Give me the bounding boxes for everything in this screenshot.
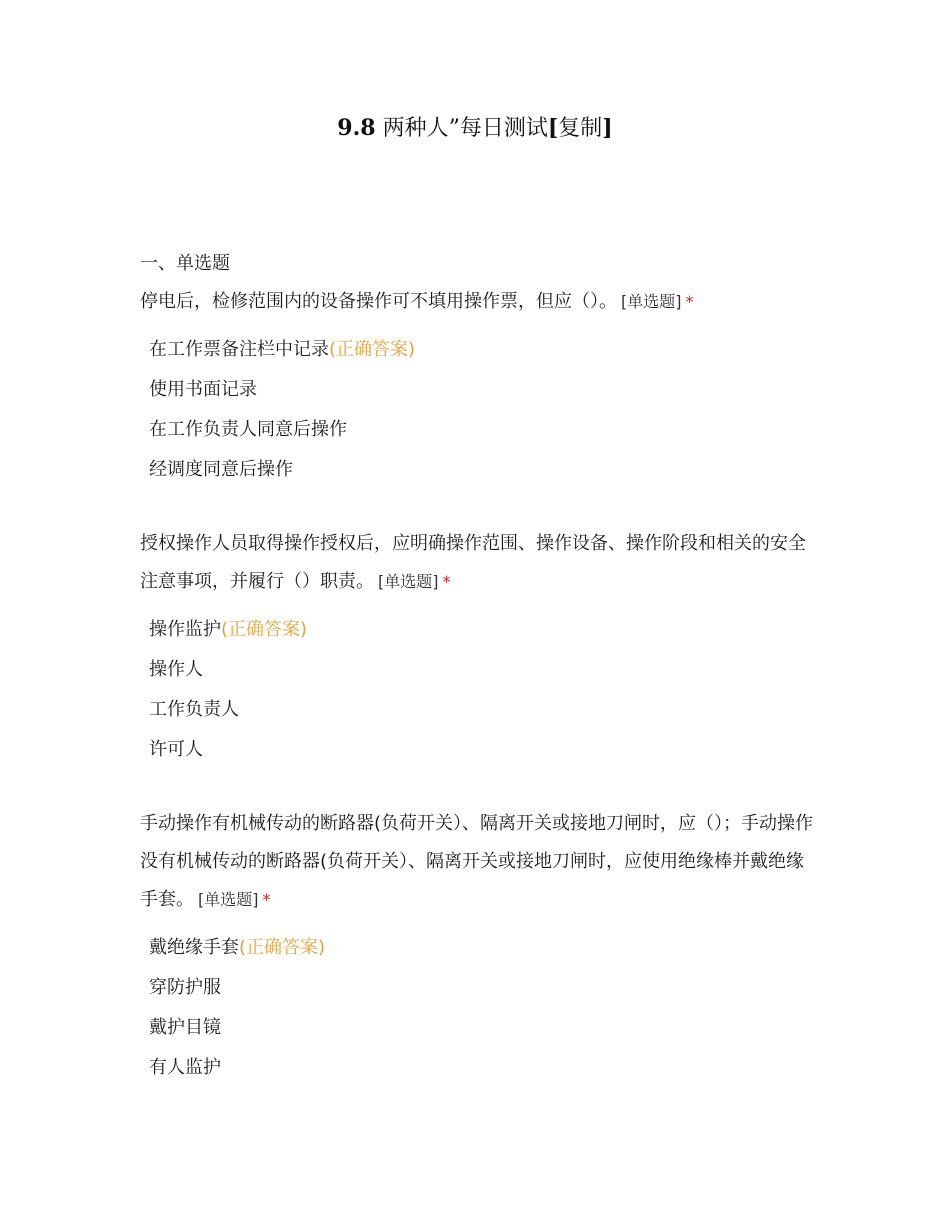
option-text: 操作监护 — [149, 619, 221, 640]
option-item[interactable] — [140, 650, 820, 690]
option-item[interactable] — [140, 330, 820, 370]
option-list — [140, 610, 820, 770]
question-stem — [140, 805, 820, 919]
option-item[interactable] — [140, 450, 820, 490]
correct-answer-mark: (正确答案) — [239, 937, 326, 958]
question-stem — [140, 283, 820, 321]
option-item[interactable] — [140, 968, 820, 1008]
question-stem-text: 手动操作有机械传动的断路器(负荷开关）、隔离开关或接地刀闸时，应（）；手动操作没有机械传动的断路器(负荷开关）、隔离开关或接地刀闸时，应使用绝缘棒并戴绝缘手套。 — [140, 813, 814, 910]
section-heading: 一、单选题 — [140, 253, 230, 274]
question-2 — [140, 525, 820, 770]
question-stem — [140, 525, 820, 601]
option-item[interactable] — [140, 410, 820, 450]
option-item[interactable] — [140, 1008, 820, 1048]
title-number: 9.8 — [337, 115, 376, 141]
correct-answer-mark: (正确答案) — [221, 619, 308, 640]
option-text: 许可人 — [149, 739, 203, 760]
option-item[interactable] — [140, 1048, 820, 1088]
option-text: 操作人 — [149, 659, 203, 680]
option-text: 工作负责人 — [149, 699, 239, 720]
option-text: 有人监护 — [149, 1057, 221, 1078]
option-item[interactable] — [140, 610, 820, 650]
option-list — [140, 330, 820, 490]
required-asterisk: * — [442, 572, 451, 591]
option-text: 戴护目镜 — [149, 1017, 221, 1038]
option-item[interactable] — [140, 730, 820, 770]
option-text: 戴绝缘手套 — [149, 937, 239, 958]
title-bracket-text: 复制 — [558, 116, 603, 141]
question-1 — [140, 283, 820, 490]
option-text: 使用书面记录 — [149, 379, 257, 400]
question-3 — [140, 805, 820, 1088]
title-bracket-open: [ — [547, 115, 559, 141]
option-text: 在工作负责人同意后操作 — [149, 419, 347, 440]
question-stem-text: 授权操作人员取得操作授权后，应明确操作范围、操作设备、操作阶段和相关的安全注意事项，并履行（）职责。 — [140, 533, 806, 592]
page-title — [0, 111, 950, 146]
correct-answer-mark: (正确答案) — [329, 339, 416, 360]
option-item[interactable] — [140, 690, 820, 730]
option-text: 在工作票备注栏中记录 — [149, 339, 329, 360]
title-main: 两种人”每日测试 — [375, 116, 548, 141]
question-type-label: [单选题] — [198, 890, 259, 909]
question-type-label: [单选题] — [621, 292, 682, 311]
option-text: 经调度同意后操作 — [149, 459, 293, 480]
question-stem-text: 停电后，检修范围内的设备操作可不填用操作票，但应（）。 — [140, 291, 617, 312]
required-asterisk: * — [685, 292, 694, 311]
option-text: 穿防护服 — [149, 977, 221, 998]
title-bracket-close: ] — [602, 115, 613, 141]
option-item[interactable] — [140, 370, 820, 410]
question-type-label: [单选题] — [378, 572, 439, 591]
option-list — [140, 928, 820, 1088]
option-item[interactable] — [140, 928, 820, 968]
required-asterisk: * — [262, 890, 271, 909]
